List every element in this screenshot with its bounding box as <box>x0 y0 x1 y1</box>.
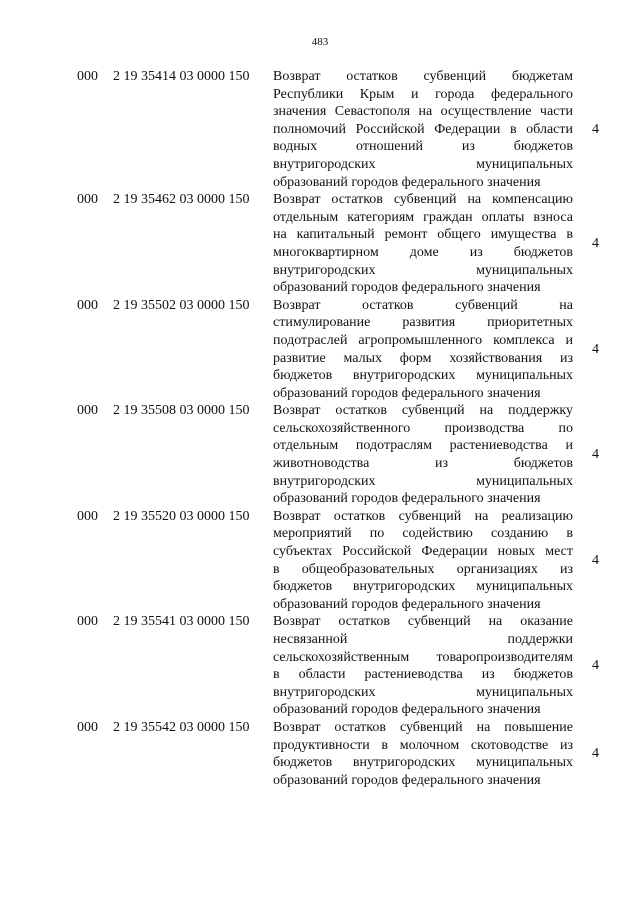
income-name-line: мероприятий по содействию созданию в <box>273 526 573 542</box>
budget-classification-code-cell: 2 19 35541 03 0000 150 <box>113 614 250 630</box>
admin-code-cell: 000 <box>77 614 98 630</box>
admin-code-cell: 000 <box>77 719 98 735</box>
income-name-cell <box>273 402 573 508</box>
budget-classification-code-cell: 2 19 35502 03 0000 150 <box>113 297 250 313</box>
table-row <box>0 508 640 614</box>
income-name-line: развитие малых форм хозяйствования из <box>273 350 573 366</box>
income-name-line: образований городов федерального значения <box>273 280 541 296</box>
budget-classification-code-cell: 2 19 35520 03 0000 150 <box>113 508 250 524</box>
table-row <box>0 297 640 403</box>
income-name-line: образований городов федерального значения <box>273 174 541 190</box>
budget-classification-code-cell: 2 19 35462 03 0000 150 <box>113 192 250 208</box>
income-name-line: Возврат остатков субвенций бюджетам <box>273 69 573 84</box>
income-name-line: образований городов федерального значения <box>273 772 541 788</box>
income-name-cell <box>273 68 573 191</box>
income-name-cell <box>273 613 573 719</box>
income-name-line: отдельным подотраслям растениеводства и <box>273 438 573 454</box>
income-name-line: Республики Крым и города федерального <box>273 86 573 102</box>
income-name-line: несвязанной поддержки <box>273 632 573 647</box>
income-name-line: сельскохозяйственным товаропроизводителям <box>273 649 573 665</box>
table-row <box>0 613 640 719</box>
income-name-line: животноводства из бюджетов <box>273 456 573 472</box>
budget-level-cell: 4 <box>592 746 599 762</box>
income-name-line: продуктивности в молочном скотоводстве из <box>273 737 573 753</box>
income-name-line: в области растениеводства из бюджетов <box>273 667 573 683</box>
income-name-line: внутригородских муниципальных <box>273 473 573 489</box>
income-name-line: образований городов федерального значения <box>273 491 541 507</box>
admin-code-cell: 000 <box>77 297 98 313</box>
budget-level-cell: 4 <box>592 658 599 674</box>
income-name-line: субъектах Российской Федерации новых мест <box>273 544 573 560</box>
budget-classification-code-cell: 2 19 35542 03 0000 150 <box>113 719 250 735</box>
income-name-line: Возврат остатков субвенций на реализацию <box>273 508 573 524</box>
income-name-cell <box>273 297 573 403</box>
income-name-line: внутригородских муниципальных <box>273 262 573 278</box>
income-name-line: внутригородских муниципальных <box>273 156 573 172</box>
income-name-line: полномочий Российской Федерации в области <box>273 121 573 137</box>
income-name-line: образований городов федерального значения <box>273 385 541 401</box>
table-row <box>0 719 640 789</box>
table-row <box>0 191 640 297</box>
budget-classification-code-cell: 2 19 35414 03 0000 150 <box>113 69 250 84</box>
income-name-cell <box>273 191 573 297</box>
income-name-line: Возврат остатков субвенций на <box>273 297 573 313</box>
income-name-line: образований городов федерального значения <box>273 702 541 718</box>
income-name-cell <box>273 508 573 614</box>
table-row <box>0 68 640 191</box>
budget-level-cell: 4 <box>592 236 599 252</box>
income-name-line: Возврат остатков субвенций на поддержку <box>273 403 573 419</box>
income-name-line: стимулирование развития приоритетных <box>273 315 573 331</box>
income-name-line: многоквартирном доме из бюджетов <box>273 244 573 260</box>
admin-code-cell: 000 <box>77 403 98 419</box>
page-number: 483 <box>311 36 329 48</box>
budget-classification-code-cell: 2 19 35508 03 0000 150 <box>113 403 250 419</box>
income-name-line: водных отношений из бюджетов <box>273 139 573 155</box>
budget-level-cell: 4 <box>592 341 599 357</box>
income-name-line: Возврат остатков субвенций на повышение <box>273 719 573 735</box>
income-name-line: Возврат остатков субвенций на компенсацию <box>273 192 573 208</box>
income-name-line: на капитальный ремонт общего имущества в <box>273 227 573 243</box>
table-row <box>0 402 640 508</box>
income-name-line: в общеобразовательных организациях из <box>273 561 573 577</box>
income-name-line: внутригородских муниципальных <box>273 684 573 700</box>
income-name-line: бюджетов внутригородских муниципальных <box>273 368 573 384</box>
budget-level-cell: 4 <box>592 121 599 137</box>
income-name-line: подотраслей агропромышленного комплекса и <box>273 332 573 348</box>
income-name-line: бюджетов внутригородских муниципальных <box>273 579 573 595</box>
income-name-cell <box>273 719 573 789</box>
admin-code-cell: 000 <box>77 69 98 84</box>
budget-codes-table <box>0 68 640 789</box>
budget-level-cell: 4 <box>592 447 599 463</box>
income-name-line: образований городов федерального значения <box>273 596 541 612</box>
income-name-line: сельскохозяйственного производства по <box>273 420 573 436</box>
income-name-line: Возврат остатков субвенций на оказание <box>273 614 573 630</box>
income-name-line: отдельным категориям граждан оплаты взноса <box>273 209 573 225</box>
budget-level-cell: 4 <box>592 552 599 568</box>
income-name-line: значения Севастополя на осуществление части <box>273 104 573 120</box>
admin-code-cell: 000 <box>77 508 98 524</box>
income-name-line: бюджетов внутригородских муниципальных <box>273 755 573 771</box>
admin-code-cell: 000 <box>77 192 98 208</box>
